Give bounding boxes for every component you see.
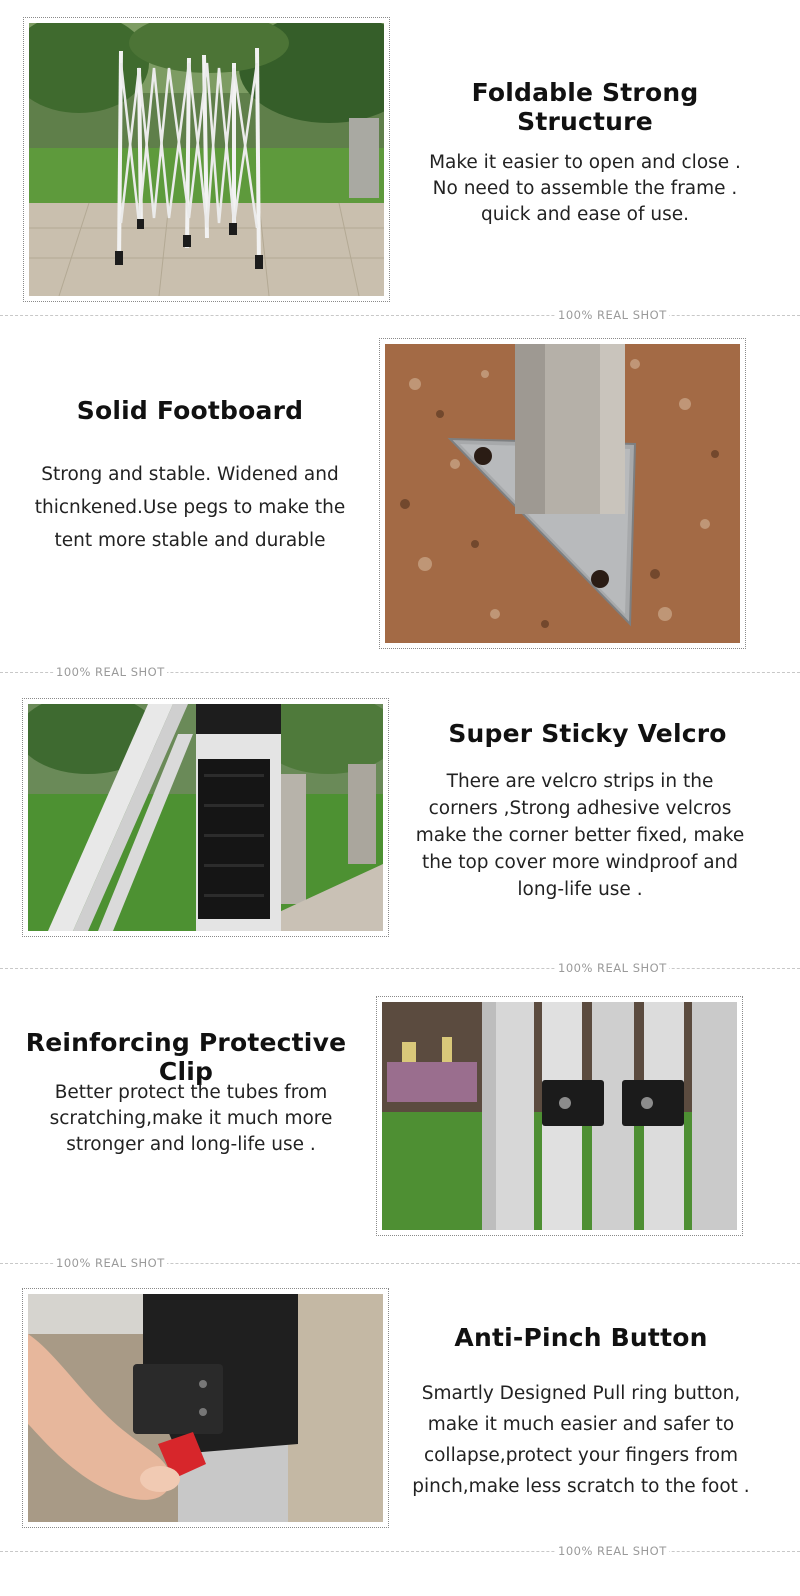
button-photo	[28, 1294, 383, 1522]
section-description: Strong and stable. Widened and thicnkened.Use pegs to make the tent more stable and durable	[34, 464, 346, 551]
section-title: Super Sticky Velcro	[448, 719, 727, 748]
real-shot-label: 100% REAL SHOT	[558, 308, 667, 322]
velcro-photo	[28, 704, 383, 931]
real-shot-label: 100% REAL SHOT	[558, 961, 667, 975]
frame-clip-photo	[376, 996, 743, 1236]
footboard-photo	[385, 344, 740, 643]
real-shot-divider	[0, 665, 800, 679]
frame-footboard-photo	[379, 338, 746, 649]
section-title: Solid Footboard	[76, 396, 304, 425]
section-description: There are velcro strips in the corners ,Strong adhesive velcros make the corner better fixed, make the top cover more windproof and long-life use .	[415, 771, 745, 900]
real-shot-divider	[0, 1544, 800, 1558]
clip-photo	[382, 1002, 737, 1230]
real-shot-label: 100% REAL SHOT	[558, 1544, 667, 1558]
section-description: Make it easier to open and close . No need to assemble the frame . quick and ease of use.	[429, 152, 741, 225]
section-title: Reinforcing Protective Clip	[25, 1028, 347, 1086]
section-description: Better protect the tubes from scratching,make it much more stronger and long-life use .	[49, 1082, 333, 1155]
frame-button-photo	[22, 1288, 389, 1528]
structure-photo	[29, 23, 384, 296]
real-shot-divider	[0, 961, 800, 975]
real-shot-divider	[0, 1256, 800, 1270]
section-title: Foldable Strong Structure	[471, 78, 699, 136]
real-shot-label: 100% REAL SHOT	[56, 1256, 165, 1270]
frame-structure-photo	[23, 17, 390, 302]
real-shot-label: 100% REAL SHOT	[56, 665, 165, 679]
section-title: Anti-Pinch Button	[454, 1323, 708, 1352]
frame-velcro-photo	[22, 698, 389, 937]
real-shot-divider	[0, 308, 800, 322]
section-description: Smartly Designed Pull ring button, make it much easier and safer to collapse,protect your fingers from pinch,make less scratch to the foot .	[412, 1383, 750, 1497]
